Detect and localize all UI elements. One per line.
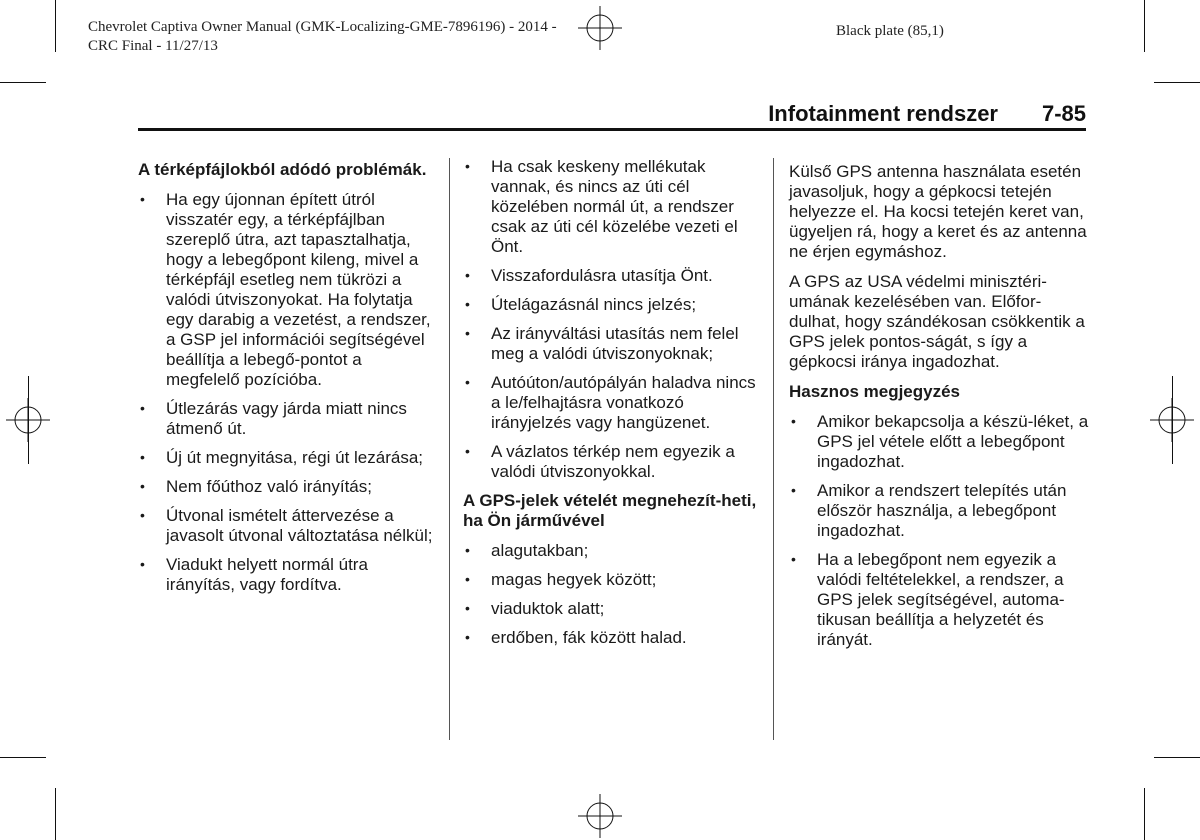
col1-heading: A térképfájlokból adódó problémák.	[138, 160, 427, 179]
list-item	[789, 550, 1089, 650]
bullet-icon: •	[465, 443, 470, 459]
bullet-icon: •	[465, 600, 470, 616]
bullet-icon: •	[140, 449, 145, 465]
bullet-icon: •	[140, 191, 145, 207]
bullet-icon: •	[465, 629, 470, 645]
page-number: 7-85	[1041, 101, 1086, 126]
col3-paragraph-2: A GPS az USA védelmi minisztéri-umának kezelésében van. Előfor-dulhat, hogy szándékosan csökkentik a GPS jelek pontos-ságát, s így a gépkocsi iránya ingadozhat.	[789, 272, 1085, 371]
registration-mark-bottom	[578, 794, 622, 838]
bullet-icon: •	[465, 374, 470, 390]
list-item-text: Az irányváltási utasítás nem felel meg a valódi útviszonyoknak;	[491, 324, 739, 363]
column-3	[789, 162, 1089, 659]
list-item-text: Viadukt helyett normál útra irányítás, vagy fordítva.	[166, 555, 368, 594]
list-item-text: Útelágazásnál nincs jelzés;	[491, 295, 697, 314]
bullet-icon: •	[465, 325, 470, 341]
bullet-icon: •	[791, 551, 796, 567]
bullet-icon: •	[465, 267, 470, 283]
col3-paragraph-1: Külső GPS antenna használata esetén javasoljuk, hogy a gépkocsi tetején helyezze el. Ha kocsi tetején keret van, ügyeljen rá, hogy a keret és az antenna ne érjen egymáshoz.	[789, 162, 1087, 261]
list-item	[138, 399, 434, 439]
list-item	[463, 324, 761, 364]
col3-list	[789, 412, 1089, 650]
list-item-text: Útvonal ismételt áttervezése a javasolt útvonal változtatása nélkül;	[166, 506, 433, 545]
crop-mark-left-lower	[0, 757, 46, 758]
list-item	[138, 190, 434, 390]
list-item	[463, 541, 761, 561]
registration-tick-right	[1172, 376, 1173, 464]
crop-mark-bottom-left	[55, 788, 56, 840]
list-item-text: viaduktok alatt;	[491, 599, 605, 618]
list-item	[138, 448, 434, 468]
crop-mark-top-left	[55, 0, 56, 52]
column-divider-1	[449, 158, 450, 740]
bullet-icon: •	[791, 413, 796, 429]
bullet-icon: •	[140, 507, 145, 523]
column-2	[463, 157, 761, 657]
bullet-icon: •	[140, 478, 145, 494]
list-item-text: A vázlatos térkép nem egyezik a valódi útviszonyokkal.	[491, 442, 735, 481]
col1-list	[138, 190, 434, 595]
list-item-text: Amikor a rendszert telepítés után először használja, a lebegőpont ingadozhat.	[817, 481, 1067, 540]
list-item	[789, 481, 1089, 541]
crop-mark-right-lower	[1154, 757, 1200, 758]
col3-heading: Hasznos megjegyzés	[789, 382, 961, 401]
list-item-text: Amikor bekapcsolja a készü-léket, a GPS jel vétele előtt a lebegőpont ingadozhat.	[817, 412, 1089, 471]
bullet-icon: •	[791, 482, 796, 498]
running-header	[700, 101, 1086, 127]
bullet-icon: •	[465, 158, 470, 174]
bullet-icon: •	[140, 400, 145, 416]
list-item	[138, 477, 434, 497]
bullet-icon: •	[140, 556, 145, 572]
list-item-text: Ha csak keskeny mellékutak vannak, és nincs az úti cél közelében normál út, a rendszer csak az úti cél közelébe vezeti el Önt.	[491, 157, 738, 256]
list-item	[463, 628, 761, 648]
registration-mark-top	[578, 6, 622, 50]
list-item-text: erdőben, fák között halad.	[491, 628, 687, 647]
list-item	[463, 266, 761, 286]
column-divider-2	[773, 158, 774, 740]
print-meta-line2: CRC Final - 11/27/13	[88, 38, 218, 54]
registration-tick-left	[28, 376, 29, 464]
bullet-icon: •	[465, 296, 470, 312]
list-item	[463, 373, 761, 433]
column-1	[138, 160, 434, 604]
crop-mark-top-right	[1144, 0, 1145, 52]
col2-list-2	[463, 541, 761, 648]
list-item	[138, 506, 434, 546]
bullet-icon: •	[465, 542, 470, 558]
list-item	[463, 599, 761, 619]
print-meta	[88, 18, 557, 56]
header-rule	[138, 128, 1086, 131]
list-item	[463, 442, 761, 482]
list-item	[138, 555, 434, 595]
list-item-text: Ha a lebegőpont nem egyezik a valódi feltételekkel, a rendszer, a GPS jelek segítségével, automa-tikusan beállítja a helyzetét és irányát.	[817, 550, 1065, 649]
list-item	[463, 295, 761, 315]
print-meta-line1: Chevrolet Captiva Owner Manual (GMK-Localizing-GME-7896196) - 2014 -	[88, 19, 557, 35]
bullet-icon: •	[465, 571, 470, 587]
list-item-text: Nem főúthoz való irányítás;	[166, 477, 372, 496]
section-title: Infotainment rendszer	[768, 101, 998, 126]
list-item-text: alagutakban;	[491, 541, 589, 560]
list-item-text: magas hegyek között;	[491, 570, 657, 589]
crop-mark-bottom-right	[1144, 788, 1145, 840]
list-item-text: Visszafordulásra utasítja Önt.	[491, 266, 713, 285]
list-item-text: Új út megnyitása, régi út lezárása;	[166, 448, 424, 467]
crop-mark-left-upper	[0, 82, 46, 83]
list-item	[789, 412, 1089, 472]
col2-list	[463, 157, 761, 482]
list-item-text: Ha egy újonnan épített útról visszatér egy, a térképfájlban szereplő útra, azt tapasztalhatja, hogy a lebegőpont kileng, mivel a térképfájl esetleg nem tükrözi a valódi útviszonyokat. Ha folytatja egy darabig a vezetést, a rendszer, a GSP jel információi segítségével beállítja a lebegő-pontot a megfelelő pozícióba.	[166, 190, 431, 389]
list-item	[463, 157, 761, 257]
crop-mark-right-upper	[1154, 82, 1200, 83]
col2-heading: A GPS-jelek vételét megnehezít-heti, ha Ön járművével	[463, 491, 757, 530]
plate-label: Black plate (85,1)	[836, 23, 944, 39]
list-item-text: Útlezárás vagy járda miatt nincs átmenő út.	[166, 399, 407, 438]
list-item-text: Autóúton/autópályán haladva nincs a le/felhajtásra vonatkozó irányjelzés vagy hangüzenet.	[491, 373, 756, 432]
list-item	[463, 570, 761, 590]
